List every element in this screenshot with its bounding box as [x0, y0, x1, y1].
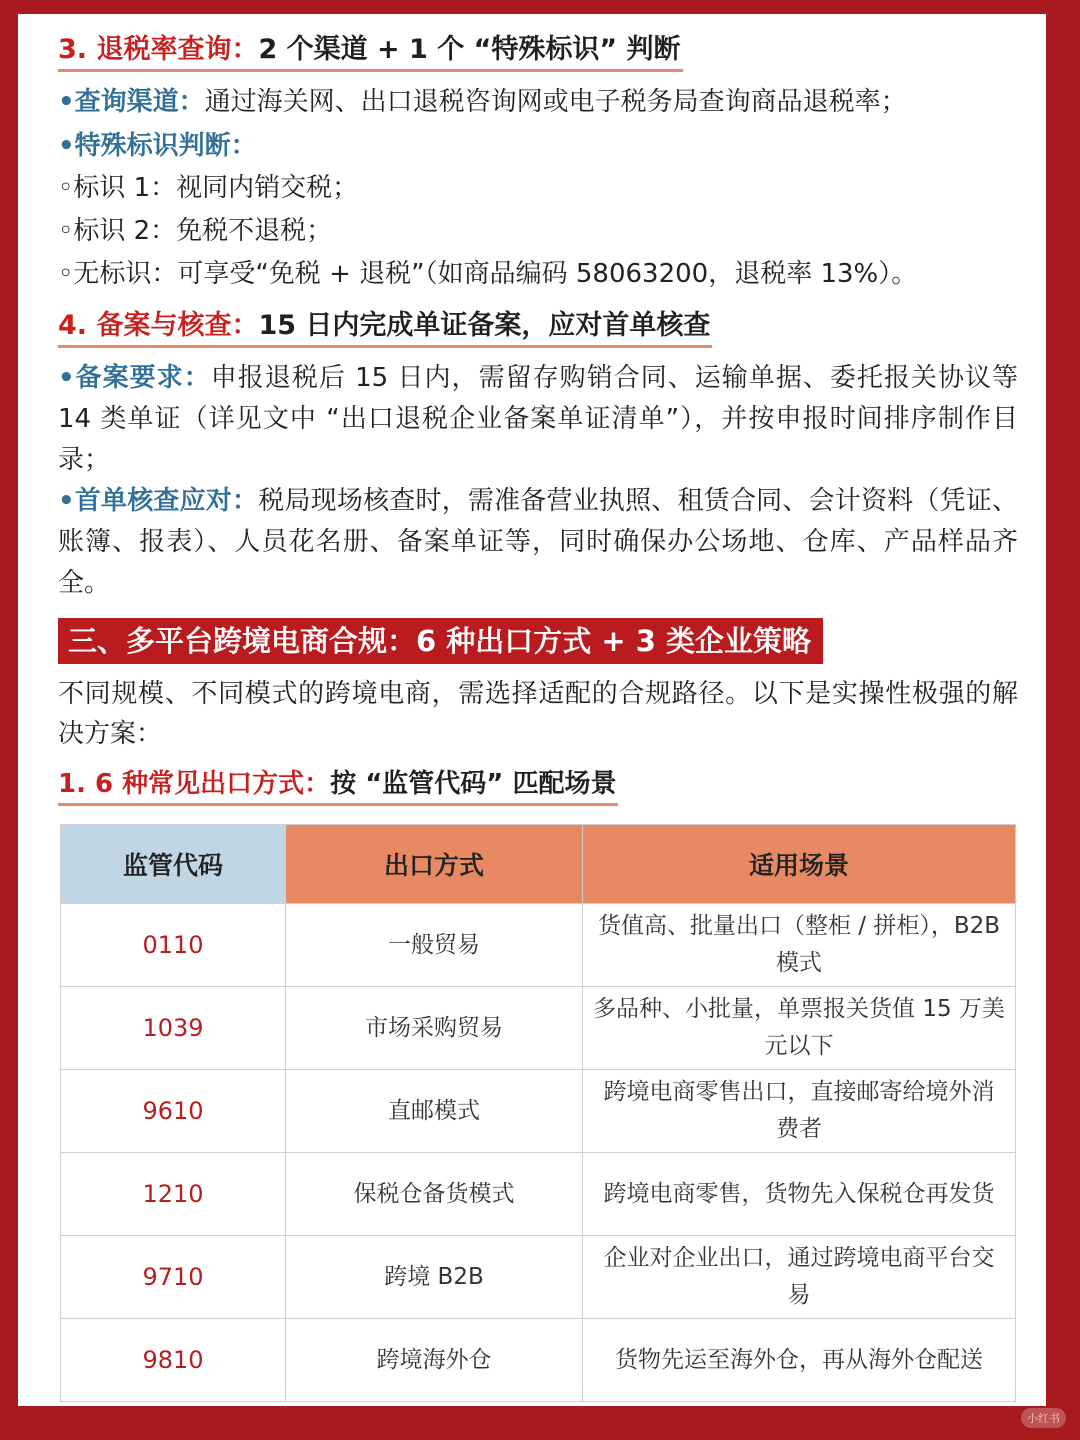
content-card — [18, 14, 1046, 1406]
section-4-heading-num: 4. 备案与核查： — [58, 310, 259, 341]
cell-scene: 跨境电商零售，货物先入保税仓再发货 — [583, 1153, 1016, 1236]
cell-method: 保税仓备货模式 — [286, 1153, 583, 1236]
header-code: 监管代码 — [61, 825, 286, 904]
table-row — [61, 1319, 1016, 1402]
flag-item-1: ◦标识 1：视同内销交税； — [58, 173, 359, 203]
sub-1-heading — [58, 766, 618, 806]
cell-scene: 货值高、批量出口（整柜 / 拼柜），B2B 模式 — [583, 904, 1016, 987]
filing-text: 申报退税后 15 日内，需留存购销合同、运输单据、委托报关协议等 14 类单证（详见文中 “出口退税企业备案单证清单”），并按申报时间排序制作目录； — [58, 363, 1018, 475]
query-channel-label: •查询渠道： — [58, 87, 205, 117]
header-scene: 适用场景 — [583, 825, 1016, 904]
filing-label: •备案要求： — [58, 363, 211, 393]
cell-method: 直邮模式 — [286, 1070, 583, 1153]
cell-code: 9810 — [61, 1319, 286, 1402]
cell-code: 9610 — [61, 1070, 286, 1153]
table-row — [61, 987, 1016, 1070]
cell-code: 9710 — [61, 1236, 286, 1319]
cell-scene: 货物先运至海外仓，再从海外仓配送 — [583, 1319, 1016, 1402]
query-channel-text: 通过海关网、出口退税咨询网或电子税务局查询商品退税率； — [204, 87, 907, 117]
flag-item-3: ◦无标识：可享受“免税 + 退税”（如商品编码 58063200，退税率 13%）。 — [58, 259, 918, 289]
sub-1-heading-rest: 按 “监管代码” 匹配场景 — [330, 769, 617, 799]
cell-code: 1210 — [61, 1153, 286, 1236]
flag-item-2: ◦标识 2：免税不退税； — [58, 216, 333, 246]
cell-method: 跨境海外仓 — [286, 1319, 583, 1402]
table-row — [61, 1236, 1016, 1319]
section-3-heading-num: 3. 退税率查询： — [58, 34, 259, 65]
special-flag-label: •特殊标识判断： — [58, 131, 257, 161]
cell-scene: 多品种、小批量，单票报关货值 15 万美元以下 — [583, 987, 1016, 1070]
sub-1-heading-num: 1. 6 种常见出口方式： — [58, 769, 331, 799]
article-body — [58, 32, 1018, 1402]
section-3-heading-rest: 2 个渠道 + 1 个 “特殊标识” 判断 — [258, 34, 681, 65]
cell-scene: 企业对企业出口，通过跨境电商平台交易 — [583, 1236, 1016, 1319]
part-3-banner: 三、多平台跨境电商合规：6 种出口方式 + 3 类企业策略 — [58, 618, 823, 664]
table-row — [61, 904, 1016, 987]
section-3-heading — [58, 32, 683, 72]
query-channel-line — [58, 82, 1018, 122]
first-check-paragraph — [58, 481, 1018, 604]
table-row — [61, 1153, 1016, 1236]
cell-method: 一般贸易 — [286, 904, 583, 987]
first-check-label: •首单核查应对： — [58, 486, 259, 516]
watermark-logo: 小红书 — [1021, 1408, 1066, 1428]
section-4-heading-rest: 15 日内完成单证备案，应对首单核查 — [258, 310, 711, 341]
cell-method: 市场采购贸易 — [286, 987, 583, 1070]
export-methods-table — [60, 824, 1016, 1402]
cell-code: 1039 — [61, 987, 286, 1070]
cell-code: 0110 — [61, 904, 286, 987]
table-row — [61, 1070, 1016, 1153]
section-4-heading — [58, 308, 712, 348]
cell-method: 跨境 B2B — [286, 1236, 583, 1319]
header-method: 出口方式 — [286, 825, 583, 904]
first-check-text: 税局现场核查时，需准备营业执照、租赁合同、会计资料（凭证、账簿、报表）、人员花名册、备案单证等，同时确保办公场地、仓库、产品样品齐全。 — [58, 486, 1018, 598]
filing-paragraph — [58, 358, 1018, 481]
cell-scene: 跨境电商零售出口，直接邮寄给境外消费者 — [583, 1070, 1016, 1153]
table-header-row — [61, 825, 1016, 904]
part-3-intro: 不同规模、不同模式的跨境电商，需选择适配的合规路径。以下是实操性极强的解决方案： — [58, 679, 1018, 749]
